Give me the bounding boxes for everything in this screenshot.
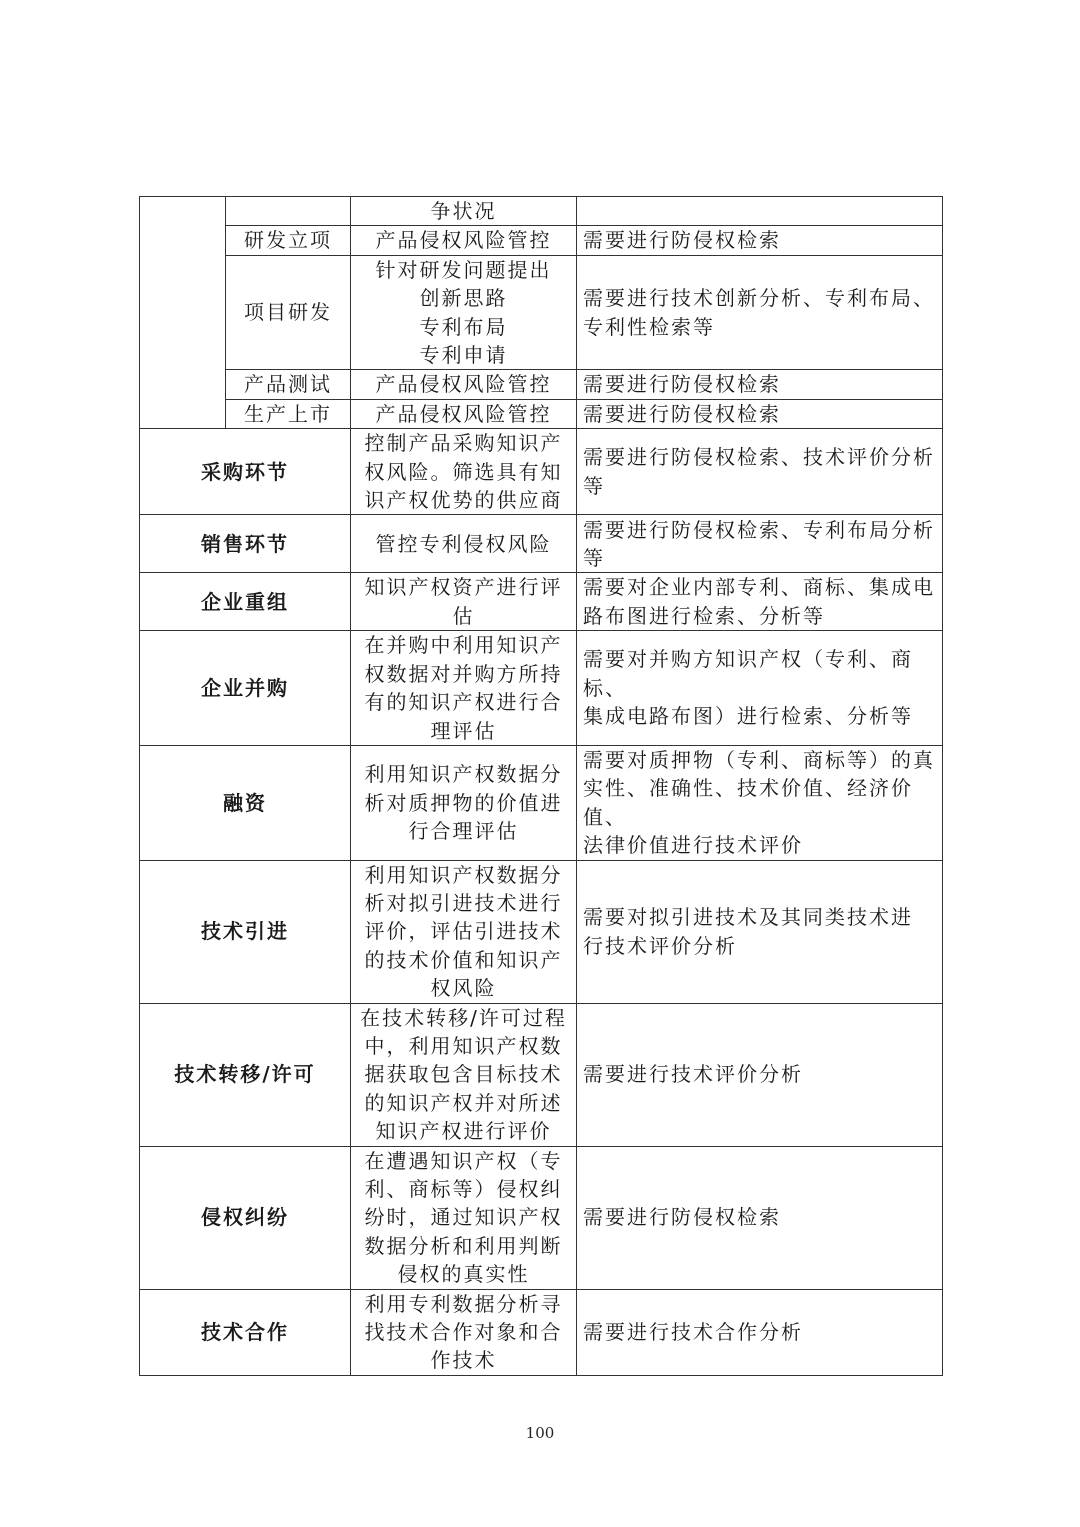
measure-cell — [351, 573, 577, 631]
measure-line: 有的知识产权进行合 — [364, 690, 563, 715]
requirement-cell — [577, 860, 943, 1003]
row-header: 销售环节 — [140, 515, 351, 573]
requirement-line: 需要进行防侵权检索 — [583, 228, 781, 253]
requirement-cell — [577, 226, 943, 255]
row-header: 企业重组 — [140, 573, 351, 631]
requirement-cell — [577, 255, 943, 370]
measure-cell — [351, 197, 577, 226]
measure-line: 的技术价值和知识产 — [364, 947, 563, 972]
measure-line: 利用知识产权数据分 — [364, 862, 563, 887]
measure-cell — [351, 255, 577, 370]
row-header: 采购环节 — [140, 429, 351, 515]
requirement-line: 路布图进行检索、分析等 — [583, 603, 825, 628]
measure-line: 专利布局 — [419, 314, 508, 339]
stage-name: 生产上市 — [226, 399, 351, 428]
measure-line: 识产权优势的供应商 — [364, 488, 563, 513]
requirement-line: 需要进行技术创新分析、专利布局、 — [583, 286, 935, 311]
row-header: 技术引进 — [140, 860, 351, 1003]
stage-name: 项目研发 — [226, 255, 351, 370]
measure-line: 找技术合作对象和合 — [364, 1320, 563, 1345]
measure-cell — [351, 515, 577, 573]
measure-line: 侵权的真实性 — [397, 1262, 530, 1287]
requirement-cell — [577, 197, 943, 226]
table-row — [140, 1146, 943, 1289]
page-number: 100 — [525, 1424, 555, 1442]
requirement-line: 法律价值进行技术评价 — [583, 833, 803, 858]
measure-line: 评价，评估引进技术 — [364, 919, 563, 944]
measure-cell — [351, 370, 577, 399]
measure-line: 纷时，通过知识产权 — [364, 1205, 563, 1230]
table-row — [140, 197, 943, 226]
measure-line: 创新思路 — [419, 286, 508, 311]
table-row — [140, 255, 943, 370]
requirement-line: 需要进行技术评价分析 — [583, 1062, 803, 1087]
measure-line: 理评估 — [430, 718, 497, 743]
measure-line: 专利申请 — [419, 343, 508, 368]
requirement-cell — [577, 631, 943, 746]
measure-cell — [351, 429, 577, 515]
measure-line: 析对拟引进技术进行 — [364, 890, 563, 915]
requirement-cell — [577, 515, 943, 573]
requirement-line: 需要进行技术合作分析 — [583, 1320, 803, 1345]
measure-line: 管控专利侵权风险 — [375, 531, 552, 556]
measure-line: 产品侵权风险管控 — [375, 401, 552, 426]
requirement-cell — [577, 573, 943, 631]
measure-line: 知识产权资产进行评 — [364, 575, 563, 600]
measure-line: 产品侵权风险管控 — [375, 372, 552, 397]
measure-line: 中，利用知识产权数 — [364, 1033, 563, 1058]
row-header: 企业并购 — [140, 631, 351, 746]
measure-line: 权风险。筛选具有知 — [364, 459, 563, 484]
measure-cell — [351, 860, 577, 1003]
requirement-line: 实性、准确性、技术价值、经济价值、 — [583, 776, 913, 829]
requirement-line: 需要对企业内部专利、商标、集成电 — [583, 575, 935, 600]
row-header: 侵权纠纷 — [140, 1146, 351, 1289]
row-header: 融资 — [140, 745, 351, 860]
requirement-line: 专利性检索等 — [583, 314, 715, 339]
requirement-line: 等 — [583, 473, 605, 498]
row-header: 技术合作 — [140, 1289, 351, 1375]
requirement-line: 等 — [583, 545, 605, 570]
measure-line: 控制产品采购知识产 — [364, 431, 563, 456]
requirement-line: 需要对并购方知识产权（专利、商标、 — [583, 647, 913, 700]
requirement-line: 集成电路布图）进行检索、分析等 — [583, 704, 913, 729]
table-row — [140, 745, 943, 860]
requirement-cell — [577, 429, 943, 515]
requirement-line: 需要对拟引进技术及其同类技术进 — [583, 905, 913, 930]
measure-line: 估 — [452, 603, 475, 628]
stage-name: 研发立项 — [226, 226, 351, 255]
measure-line: 在技术转移/许可过程 — [360, 1005, 567, 1030]
measure-cell — [351, 745, 577, 860]
requirement-cell — [577, 1289, 943, 1375]
measure-line: 利、商标等）侵权纠 — [364, 1177, 563, 1201]
ip-analysis-table — [139, 196, 943, 1376]
measure-line: 知识产权进行评价 — [375, 1119, 552, 1144]
merged-stage-cell — [140, 197, 226, 429]
requirement-cell — [577, 1146, 943, 1289]
measure-cell — [351, 399, 577, 428]
requirement-line: 需要对质押物（专利、商标等）的真 — [583, 747, 935, 772]
measure-cell — [351, 631, 577, 746]
measure-cell — [351, 1003, 577, 1146]
measure-line: 据获取包含目标技术 — [364, 1062, 563, 1087]
measure-line: 利用知识产权数据分 — [364, 762, 563, 787]
measure-line: 利用专利数据分析寻 — [364, 1291, 563, 1316]
requirement-cell — [577, 370, 943, 399]
table-row — [140, 631, 943, 746]
measure-line: 争状况 — [430, 199, 497, 223]
measure-line: 数据分析和利用判断 — [364, 1233, 563, 1258]
row-header: 技术转移/许可 — [140, 1003, 351, 1146]
measure-line: 权风险 — [430, 976, 497, 1001]
stage-name — [226, 197, 351, 226]
measure-cell — [351, 1146, 577, 1289]
requirement-cell — [577, 1003, 943, 1146]
measure-cell — [351, 226, 577, 255]
requirement-line: 需要进行防侵权检索、专利布局分析 — [583, 517, 935, 542]
measure-line: 产品侵权风险管控 — [375, 228, 552, 253]
requirement-line: 行技术评价分析 — [583, 933, 737, 958]
requirement-line: 需要进行防侵权检索、技术评价分析 — [583, 445, 935, 470]
table-row — [140, 370, 943, 399]
requirement-line: 需要进行防侵权检索 — [583, 372, 781, 397]
measure-cell — [351, 1289, 577, 1375]
stage-name: 产品测试 — [226, 370, 351, 399]
measure-line: 析对质押物的价值进 — [364, 790, 563, 815]
requirement-cell — [577, 399, 943, 428]
requirement-line: 需要进行防侵权检索 — [583, 1205, 781, 1230]
measure-line: 在并购中利用知识产 — [364, 633, 563, 658]
measure-line: 在遭遇知识产权（专 — [364, 1148, 563, 1173]
measure-line: 权数据对并购方所持 — [364, 661, 563, 686]
requirement-line: 需要进行防侵权检索 — [583, 401, 781, 426]
table-row — [140, 573, 943, 631]
table-row — [140, 515, 943, 573]
table-row — [140, 860, 943, 1003]
measure-line: 针对研发问题提出 — [375, 257, 552, 282]
table-row — [140, 1003, 943, 1146]
table-row — [140, 226, 943, 255]
table-row — [140, 429, 943, 515]
table-row — [140, 399, 943, 428]
measure-line: 作技术 — [430, 1348, 497, 1373]
measure-line: 行合理评估 — [408, 818, 519, 843]
table-row — [140, 1289, 943, 1375]
requirement-cell — [577, 745, 943, 860]
measure-line: 的知识产权并对所述 — [364, 1090, 563, 1115]
